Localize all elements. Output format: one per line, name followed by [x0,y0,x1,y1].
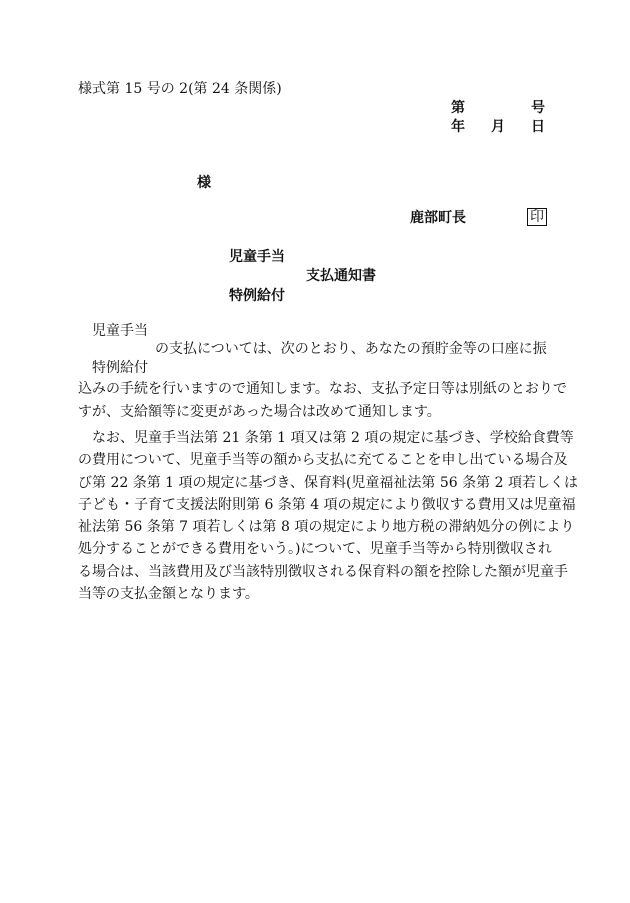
form-number: 様式第 15 号の 2(第 24 条関係) [78,81,282,97]
note-line: 当等の支払金額となります。 [78,586,259,603]
title-line-1: 児童手当 [229,249,285,265]
note-line: 祉法第 56 条第 7 項若しくは第 8 項の規定により地方税の滞納処分の例により [78,519,575,536]
date-day: 日 [531,119,545,135]
doc-number-go: 号 [531,100,545,116]
doc-number-dai: 第 [451,100,465,116]
seal-mark: 印 [527,208,547,226]
addressee-suffix: 様 [197,175,211,191]
intro-line-1: の支払については、次のとおり、あなたの預貯金等の口座に振 [155,341,547,357]
intro-option-1: 児童手当 [92,323,148,339]
intro-line-2: 込みの手続を行いますので通知します。なお、支払予定日等は別紙のとおりで [78,381,567,397]
note-line: び第 22 条第 1 項の規定に基づき、保育料(児童福祉法第 56 条第 2 項若しくは [78,474,578,491]
issuer-name: 鹿部町長 [410,210,466,226]
note-line: 子ども・子育て支援法附則第 6 条第 4 項の規定により徴収する費用又は児童福 [78,496,576,513]
note-line: なお、児童手当法第 21 条第 1 項又は第 2 項の規定に基づき、学校給食費等 [92,430,574,446]
note-paragraph [78,427,578,605]
intro-line-3: すが、支給額等に変更があった場合は改めて通知します。 [78,404,441,420]
note-line: る場合は、当該費用及び当該特別徴収される保育料の額を控除した額が児童手 [78,563,568,580]
date-year: 年 [451,119,465,135]
title-line-3: 特例給付 [229,288,285,304]
intro-option-2: 特例給付 [92,360,148,376]
title-line-2: 支払通知書 [306,268,376,284]
note-line: 処分することができる費用をいう。)について、児童手当等から特別徴収され [78,541,552,558]
note-line: の費用について、児童手当等の額から支払に充てることを申し出ている場合及 [78,452,568,469]
date-month: 月 [491,119,505,135]
